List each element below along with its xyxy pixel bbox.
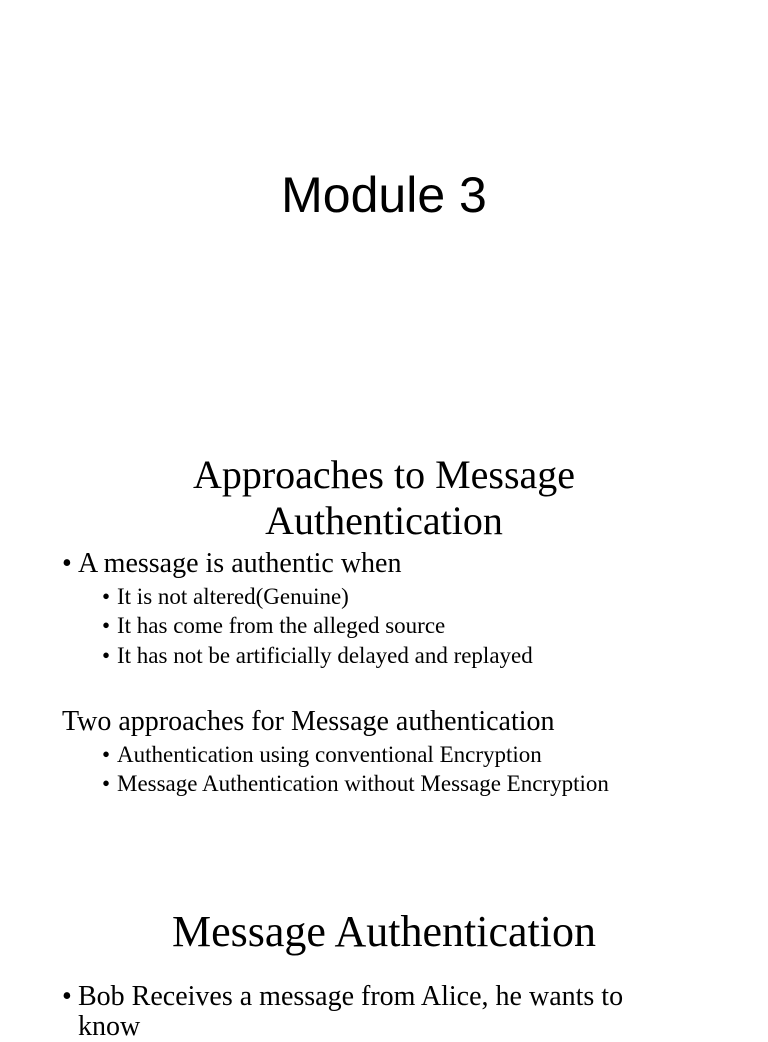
sub-bullet-item [102, 643, 533, 669]
sub-bullet-text: It has not be artificially delayed and replayed [117, 643, 533, 668]
sub-bullet-item [102, 584, 349, 610]
bullet-text: A message is authentic when [78, 548, 402, 579]
bullet-glyph: • [62, 548, 72, 579]
slide-message-authentication [0, 900, 768, 1042]
sub-bullet-text: It has come from the alleged source [117, 613, 446, 638]
bullet-item [62, 982, 682, 1042]
sub-bullet-item [102, 742, 542, 768]
slide-title: Message Authentication [171, 907, 596, 956]
bullet-glyph: • [62, 981, 72, 1012]
sub-bullet-item [102, 771, 609, 797]
bullet-text: Bob Receives a message from Alice, he wants to know [78, 981, 624, 1042]
sub-bullet-item [102, 613, 445, 639]
slide-module-3 [0, 0, 768, 400]
bullet-glyph: • [102, 742, 111, 767]
section-heading: Two approaches for Message authentication [62, 706, 555, 737]
bullet-glyph: • [102, 613, 111, 638]
sub-bullet-text: Message Authentication without Message Encryption [117, 771, 609, 796]
slide-title-line-2: Authentication [265, 498, 503, 543]
sub-bullet-text: It is not altered(Genuine) [117, 584, 349, 609]
slide-approaches [0, 448, 768, 828]
slide-title: Module 3 [281, 167, 487, 223]
bullet-glyph: • [102, 584, 111, 609]
bullet-glyph: • [102, 771, 111, 796]
slide-title-line-1: Approaches to Message [192, 452, 576, 497]
bullet-glyph: • [102, 643, 111, 668]
slide-title [0, 452, 768, 544]
bullet-item [62, 548, 401, 580]
sub-bullet-text: Authentication using conventional Encryption [117, 742, 542, 767]
